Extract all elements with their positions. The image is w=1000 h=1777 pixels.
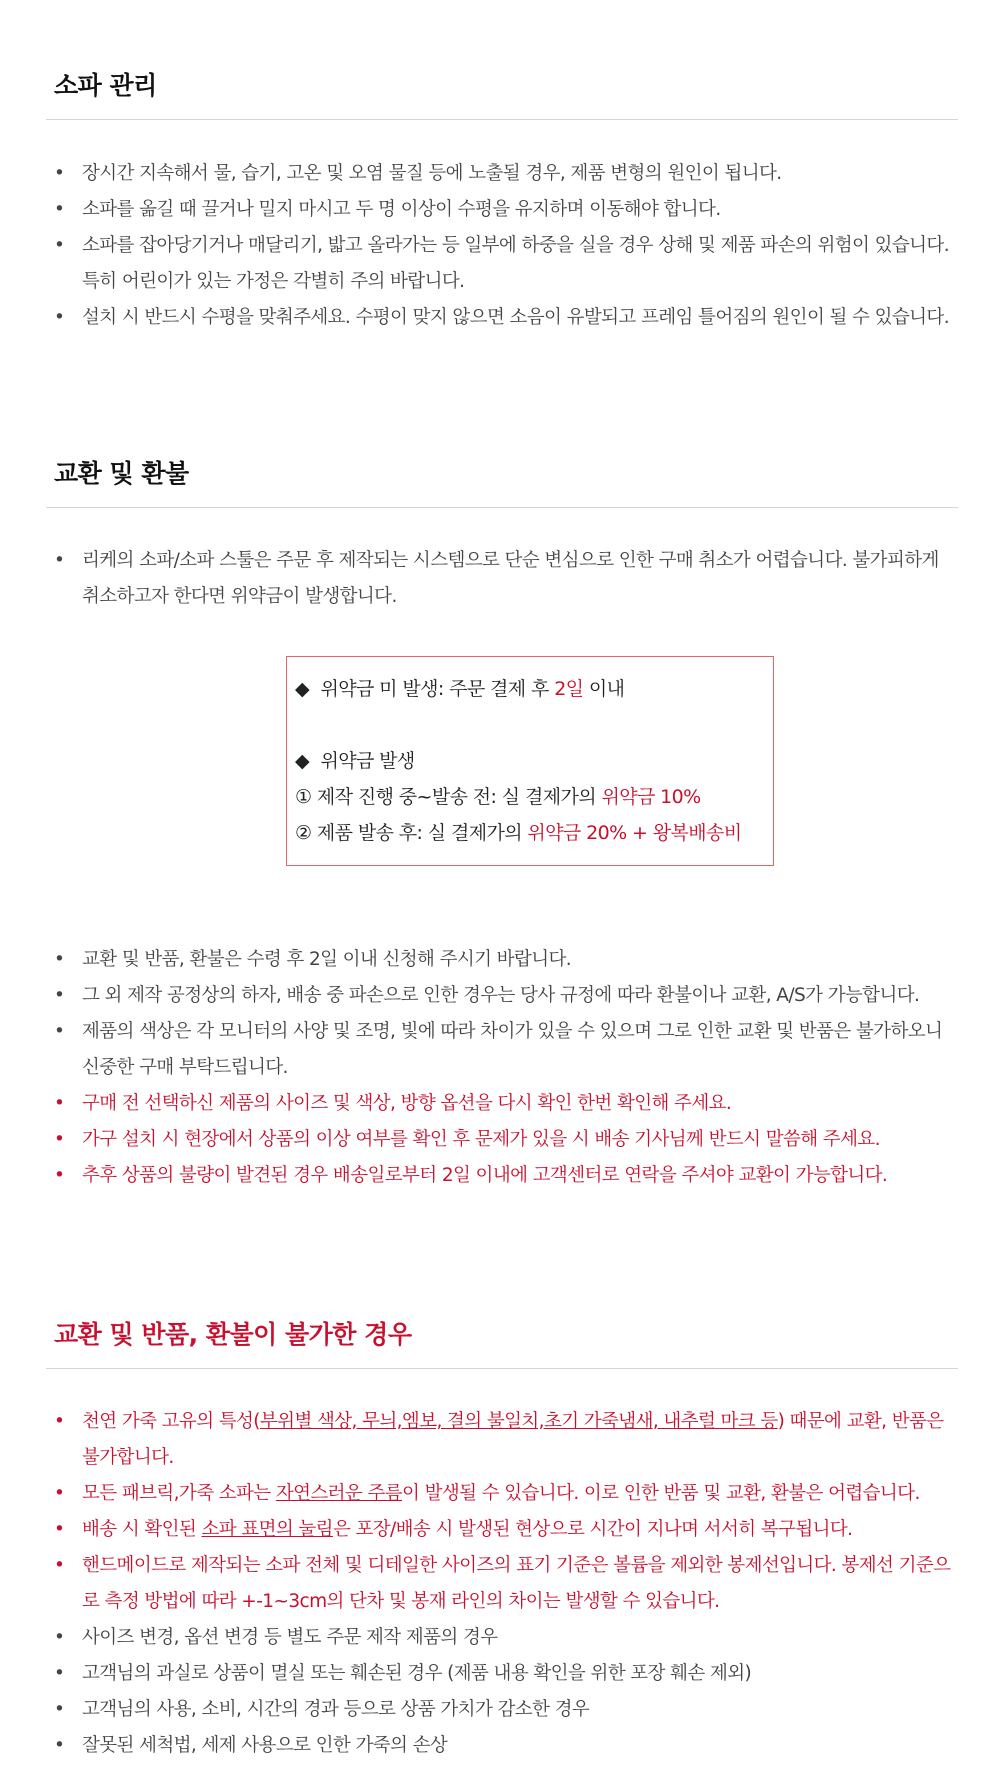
list-item: • 교환 및 반품, 환불은 수령 후 2일 이내 신청해 주시기 바랍니다. [46, 942, 958, 978]
no-penalty-days: 2일 [554, 678, 584, 700]
exchange-refund-intro-list [46, 543, 958, 615]
list-item: • 장시간 지속해서 물, 습기, 고온 및 오염 물질 등에 노출될 경우, 제품 변형의 원인이 됩니다. [46, 156, 958, 192]
sofa-care-divider [46, 119, 958, 120]
penalty-case-2-text: ② 제품 발송 후: 실 결제가의 [295, 822, 528, 844]
non-returnable-section [46, 1315, 958, 1756]
list-item-wrinkles: • 모든 패브릭,가죽 소파는 자연스러운 주름이 발생될 수 있습니다. 이로 인한 반품 및 교환, 환불은 어렵습니다. [46, 1476, 958, 1512]
sofa-care-title: 소파 관리 [54, 71, 157, 100]
sofa-care-list [46, 156, 958, 336]
list-item: • 제품의 색상은 각 모니터의 사양 및 조명, 빛에 따라 차이가 있을 수 있으며 그로 인한 교환 및 반품은 불가하오니 신중한 구매 부탁드립니다. [46, 1014, 958, 1086]
list-item: • 잘못된 세척법, 세제 사용으로 인한 가죽의 손상 [46, 1728, 958, 1764]
list-item-size-tolerance: • 핸드메이드로 제작되는 소파 전체 및 디테일한 사이즈의 표기 기준은 볼륨을 제외한 봉제선입니다. 봉제선 기준으로 측정 방법에 따라 +-1~3cm의 단차 및 봉재 라인의 차이는 발생할 수 있습니다. [46, 1548, 958, 1620]
penalty-case-2-rate: 위약금 20% + 왕복배송비 [527, 822, 742, 844]
non-returnable-title: 교환 및 반품, 환불이 불가한 경우 [54, 1320, 412, 1349]
penalty-notice-box [286, 656, 774, 866]
exchange-refund-section [46, 454, 958, 607]
diamond-bullet-icon: ◆ [295, 750, 310, 772]
list-item: • 고객님의 과실로 상품이 멸실 또는 훼손된 경우 (제품 내용 확인을 위한 포장 훼손 제외) [46, 1656, 958, 1692]
no-penalty-text: 위약금 미 발생: 주문 결제 후 [320, 678, 555, 700]
list-item: • 소파를 잡아당기거나 매달리기, 밟고 올라가는 등 일부에 하중을 실을 경우 상해 및 제품 파손의 위험이 있습니다. 특히 어린이가 있는 가정은 각별히 주의 바랍니다. [46, 228, 958, 300]
no-penalty-line [295, 671, 773, 707]
list-item-warning: • 구매 전 선택하신 제품의 사이즈 및 색상, 방향 옵션을 다시 확인 한번 확인해 주세요. [46, 1086, 958, 1122]
penalty-case-1 [295, 779, 773, 815]
exchange-refund-list [46, 942, 958, 1194]
penalty-case-1-rate: 위약금 10% [601, 786, 701, 808]
exchange-refund-divider [46, 507, 958, 508]
list-item: • 소파를 옮길 때 끌거나 밀지 마시고 두 명 이상이 수평을 유지하며 이동해야 합니다. [46, 192, 958, 228]
non-returnable-list [46, 1404, 958, 1764]
list-item: • 사이즈 변경, 옵션 변경 등 별도 주문 제작 제품의 경우 [46, 1620, 958, 1656]
no-penalty-suffix: 이내 [583, 678, 625, 700]
penalty-heading-line [295, 743, 773, 779]
exchange-refund-title: 교환 및 환불 [54, 459, 189, 488]
list-item-surface-press: • 배송 시 확인된 소파 표면의 눌림은 포장/배송 시 발생된 현상으로 시간이 지나며 서서히 복구됩니다. [46, 1512, 958, 1548]
list-item-leather-nature: • 천연 가죽 고유의 특성(부위별 색상, 무늬,엠보, 결의 불일치,초기 가죽냄새, 내추럴 마크 등) 때문에 교환, 반품은 불가합니다. [46, 1404, 958, 1476]
list-item-warning: • 가구 설치 시 현장에서 상품의 이상 여부를 확인 후 문제가 있을 시 배송 기사님께 반드시 말씀해 주세요. [46, 1122, 958, 1158]
non-returnable-divider [46, 1368, 958, 1369]
penalty-heading: 위약금 발생 [320, 750, 415, 772]
penalty-case-1-text: ① 제작 진행 중~발송 전: 실 결제가의 [295, 786, 602, 808]
sofa-care-section [46, 66, 958, 328]
list-item: • 고객님의 사용, 소비, 시간의 경과 등으로 상품 가치가 감소한 경우 [46, 1692, 958, 1728]
penalty-case-2 [295, 815, 773, 851]
diamond-bullet-icon: ◆ [295, 678, 310, 700]
list-item-warning: • 추후 상품의 불량이 발견된 경우 배송일로부터 2일 이내에 고객센터로 연락을 주셔야 교환이 가능합니다. [46, 1158, 958, 1194]
list-item: • 그 외 제작 공정상의 하자, 배송 중 파손으로 인한 경우는 당사 규정에 따라 환불이나 교환, A/S가 가능합니다. [46, 978, 958, 1014]
list-item: • 설치 시 반드시 수평을 맞춰주세요. 수평이 맞지 않으면 소음이 유발되고 프레임 틀어짐의 원인이 될 수 있습니다. [46, 300, 958, 336]
list-item: • 리케의 소파/소파 스툴은 주문 후 제작되는 시스템으로 단순 변심으로 인한 구매 취소가 어렵습니다. 불가피하게 취소하고자 한다면 위약금이 발생합니다. [46, 543, 958, 615]
